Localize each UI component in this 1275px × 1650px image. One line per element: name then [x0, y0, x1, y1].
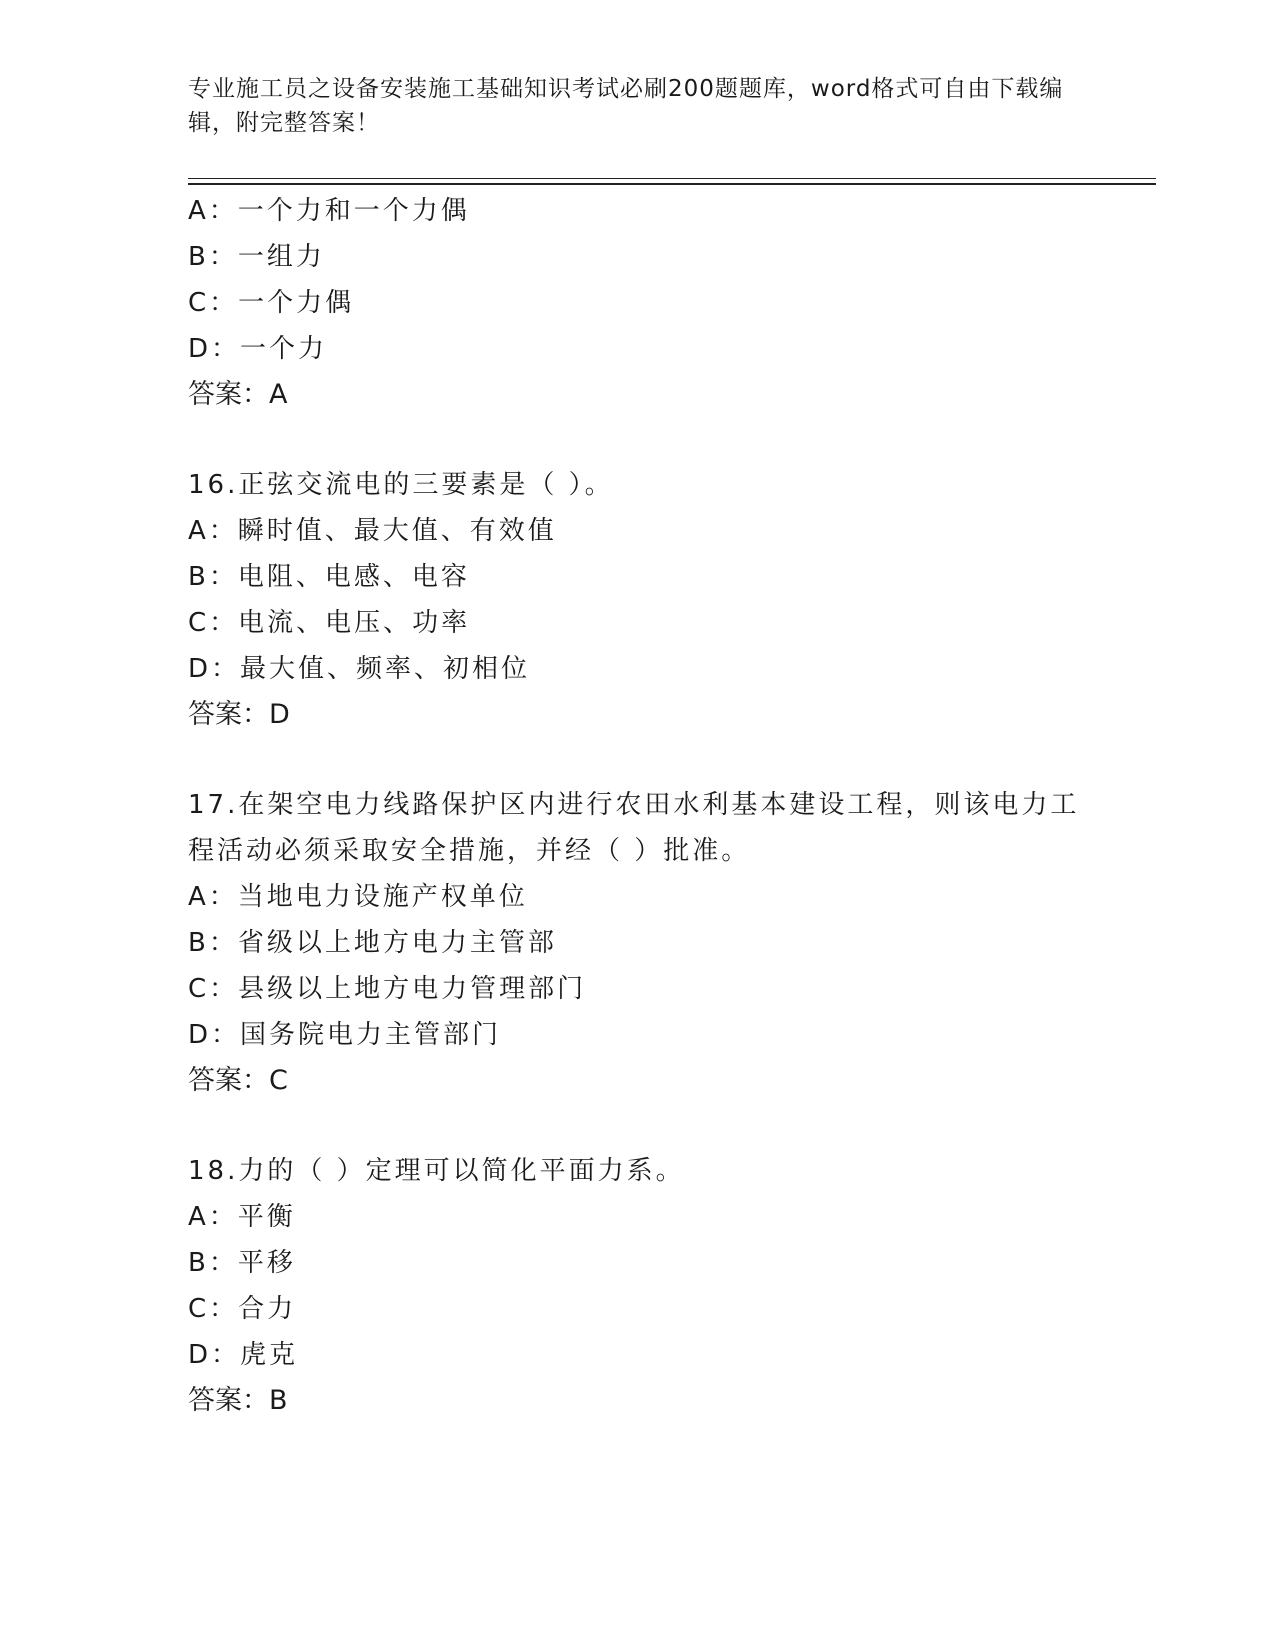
option-c: C：县级以上地方电力管理部门	[188, 974, 587, 1004]
option-a: A：平衡	[188, 1202, 296, 1232]
option-d: D：国务院电力主管部门	[188, 1020, 502, 1050]
question-text: 17.在架空电力线路保护区内进行农田水利基本建设工程，则该电力工程活动必须采取安全措施，并经（ ）批准。	[188, 790, 1080, 866]
question-text: 16.正弦交流电的三要素是（ ）。	[188, 470, 614, 500]
option-a: A：瞬时值、最大值、有效值	[188, 516, 557, 546]
option-d: D：一个力	[188, 334, 328, 364]
option-b: B：一组力	[188, 242, 325, 272]
answer: 答案：B	[188, 1385, 288, 1416]
option-c: C：一个力偶	[188, 288, 355, 318]
answer: 答案：D	[188, 699, 290, 730]
question-17	[188, 782, 1088, 1104]
option-b: B：省级以上地方电力主管部	[188, 928, 557, 958]
document-header: 专业施工员之设备安装施工基础知识考试必刷200题题库，word格式可自由下载编辑，附完整答案！	[188, 76, 1064, 136]
header-divider-thick	[188, 183, 1156, 185]
answer: 答案：A	[188, 379, 288, 410]
option-a: A：当地电力设施产权单位	[188, 882, 528, 912]
answer: 答案：C	[188, 1065, 288, 1096]
option-b: B：平移	[188, 1248, 296, 1278]
option-b: B：电阻、电感、电容	[188, 562, 470, 592]
question-list	[188, 188, 1088, 1424]
question-18	[188, 1148, 1088, 1424]
option-d: D：最大值、频率、初相位	[188, 654, 531, 684]
option-d: D：虎克	[188, 1340, 299, 1370]
option-c: C：电流、电压、功率	[188, 608, 471, 638]
option-a: A：一个力和一个力偶	[188, 196, 470, 226]
question-16	[188, 462, 1088, 738]
question-text: 18.力的（ ）定理可以简化平面力系。	[188, 1156, 685, 1186]
header-divider-thin	[188, 178, 1156, 179]
option-c: C：合力	[188, 1294, 297, 1324]
question-15	[188, 188, 1088, 418]
